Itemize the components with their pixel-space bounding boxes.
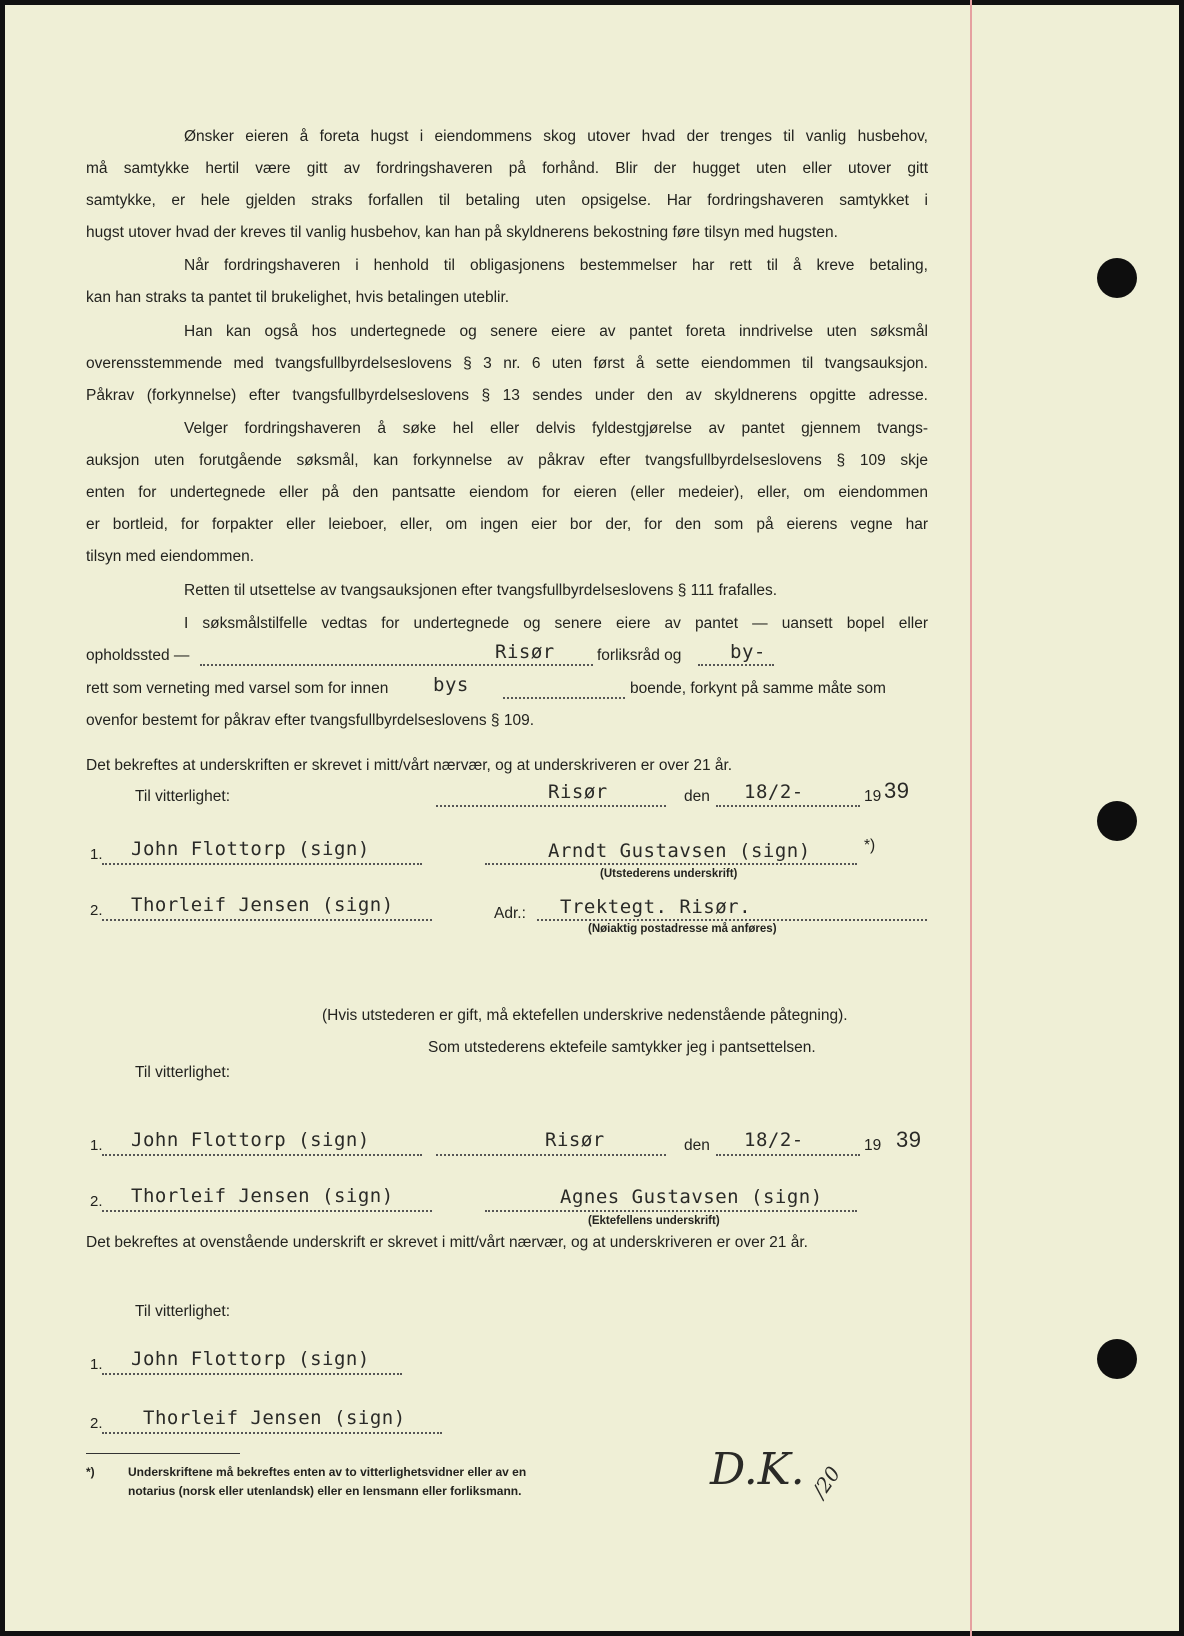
til-vitterlighet-label: Til vitterlighet: [135, 788, 231, 805]
date-handwritten: 18/2- [744, 1129, 804, 1151]
til-vitterlighet-label: Til vitterlighet: [135, 1064, 231, 1081]
fill-in-line [102, 1373, 402, 1375]
witness-number: 1. [90, 1137, 103, 1154]
bys-handwritten: bys [433, 674, 469, 696]
certification-text: Det bekreftes at underskriften er skrevet i mitt/vårt nærvær, og at underskriveren er over 21 år. [86, 757, 733, 774]
paragraph-line: Ønsker eieren å foreta hugst i eiendommens skog utover hvad der trenges til vanlig husbehov, [184, 128, 928, 145]
paragraph-line: Velger fordringshaveren å søke hel eller delvis fyldestgjørelse av pantet gjennem tvangs- [184, 420, 928, 437]
footnote-rule [86, 1453, 240, 1454]
court-place-handwritten: Risør [495, 641, 555, 663]
punch-hole-top [1097, 258, 1137, 298]
paragraph-line: ovenfor bestemt for påkrav efter tvangsfullbyrdelseslovens § 109. [86, 712, 535, 729]
fill-in-line [102, 863, 422, 865]
witness-number: 2. [90, 1415, 103, 1432]
witness-1-signature: John Flottorp (sign) [131, 1348, 370, 1370]
handwritten-initials: D.K. [710, 1444, 805, 1495]
verneting-text: rett som verneting med varsel som for innen [86, 680, 389, 697]
witness-1-signature: John Flottorp (sign) [131, 838, 370, 860]
paragraph-line: er bortleid, for forpakter eller leieboer, eller, om ingen eier bor der, for den som på eierens vegne har [86, 516, 928, 533]
paragraph-line: Påkrav (forkynnelse) efter tvangsfullbyrdelseslovens § 13 sendes under den av skyldnerens opgitte adresse. [86, 387, 928, 404]
fill-in-line [102, 1432, 442, 1434]
witness-number: 2. [90, 1193, 103, 1210]
spouse-note: (Hvis utstederen er gift, må ektefellen underskrive nedenstående påtegning). [322, 1007, 848, 1024]
fill-in-line [537, 919, 927, 921]
year-prefix: 19 [864, 1137, 882, 1154]
year-handwritten: 39 [884, 778, 910, 803]
place-handwritten: Risør [545, 1129, 605, 1151]
fill-in-line [436, 1154, 666, 1156]
year-prefix: 19 [864, 788, 882, 805]
punch-hole-bottom [1097, 1339, 1137, 1379]
spouse-signature: Agnes Gustavsen (sign) [560, 1186, 823, 1208]
fill-in-line [698, 664, 774, 666]
spouse-caption: (Ektefellens underskrift) [588, 1215, 720, 1227]
paragraph-line: Når fordringshaveren i henhold til obligasjonens bestemmelser har rett til å kreve betaling, [184, 257, 928, 274]
fill-in-line [503, 697, 625, 699]
date-handwritten: 18/2- [744, 781, 804, 803]
fill-in-line [102, 1210, 432, 1212]
den-label: den [684, 788, 710, 805]
paragraph-line: må samtykke hertil være gitt av fordringshaveren på forhånd. Blir der hugget uten eller utover gitt [86, 160, 928, 177]
forliksrad-label: forliksråd og [597, 647, 682, 664]
paragraph-line: samtykke, er hele gjelden straks forfallen til betaling uten opsigelse. Har fordringshaveren samtykket i [86, 192, 928, 209]
fill-in-line [102, 919, 432, 921]
court-type-handwritten: by- [730, 641, 766, 663]
den-label: den [684, 1137, 710, 1154]
address-label: Adr.: [494, 905, 526, 922]
footnote-line: Underskriftene må bekreftes enten av to vitterlighetsvidner eller av en [128, 1465, 527, 1479]
fill-in-line [485, 1210, 857, 1212]
fill-in-line [716, 805, 860, 807]
boende-text: boende, forkynt på samme måte som [630, 680, 886, 697]
paragraph-line: Retten til utsettelse av tvangsauksjonen efter tvangsfullbyrdelseslovens § 111 frafalles. [184, 582, 778, 599]
fill-in-line [436, 805, 666, 807]
paragraph-line: hugst utover hvad der kreves til vanlig husbehov, kan han på skyldnerens bekostning føre tilsyn med hugsten. [86, 224, 838, 241]
footnote-marker: *) [864, 837, 876, 854]
fill-in-line [200, 664, 593, 666]
paragraph-line: enten for undertegnede eller på den pantsatte eiendom for eieren (eller medeier), eller, om eiendommen [86, 484, 928, 501]
certification-text: Det bekreftes at ovenstående underskrift er skrevet i mitt/vårt nærvær, og at underskriveren er over 21 år. [86, 1234, 808, 1251]
footnote-line: notarius (norsk eller utenlandsk) eller en lensmann eller forliksmann. [128, 1484, 522, 1498]
year-handwritten: 39 [896, 1127, 922, 1152]
witness-1-signature: John Flottorp (sign) [131, 1129, 370, 1151]
til-vitterlighet-label: Til vitterlighet: [135, 1303, 231, 1320]
paragraph-line: kan han straks ta pantet til brukelighet, hvis betalingen uteblir. [86, 289, 510, 306]
issuer-caption: (Utstederens underskrift) [600, 868, 738, 880]
opholdssted-label: opholdssted — [86, 647, 190, 664]
fill-in-line [102, 1154, 422, 1156]
witness-number: 1. [90, 1356, 103, 1373]
paragraph-line: auksjon uten forutgående søksmål, kan forkynnelse av påkrav efter tvangsfullbyrdelseslovens § 109 skje [86, 452, 928, 469]
witness-number: 2. [90, 902, 103, 919]
footnote-marker: *) [86, 1465, 95, 1479]
fill-in-line [716, 1154, 860, 1156]
paragraph-line: overensstemmende med tvangsfullbyrdelseslovens § 3 nr. 6 uten først å sette eiendommen til tvangsauksjon. [86, 355, 928, 372]
witness-2-signature: Thorleif Jensen (sign) [131, 1185, 394, 1207]
spouse-consent: Som utstederens ektefeile samtykker jeg i pantsettelsen. [428, 1039, 816, 1056]
paragraph-line: Han kan også hos undertegnede og senere eiere av pantet foreta inndrivelse uten søksmål [184, 323, 928, 340]
address-caption: (Nøiaktig postadresse må anføres) [588, 923, 777, 935]
fill-in-line [485, 863, 857, 865]
witness-number: 1. [90, 846, 103, 863]
punch-hole-middle [1097, 801, 1137, 841]
paragraph-line: I søksmålstilfelle vedtas for undertegnede og senere eiere av pantet — uansett bopel eller [184, 615, 928, 632]
red-margin-line [970, 0, 972, 1636]
paragraph-line: tilsyn med eiendommen. [86, 548, 254, 565]
witness-2-signature: Thorleif Jensen (sign) [131, 894, 394, 916]
issuer-signature: Arndt Gustavsen (sign) [548, 840, 811, 862]
address-handwritten: Trektegt. Risør. [560, 896, 752, 918]
witness-2-signature: Thorleif Jensen (sign) [143, 1407, 406, 1429]
handwritten-initials-fraction: /20 [807, 1461, 846, 1503]
place-handwritten: Risør [548, 781, 608, 803]
